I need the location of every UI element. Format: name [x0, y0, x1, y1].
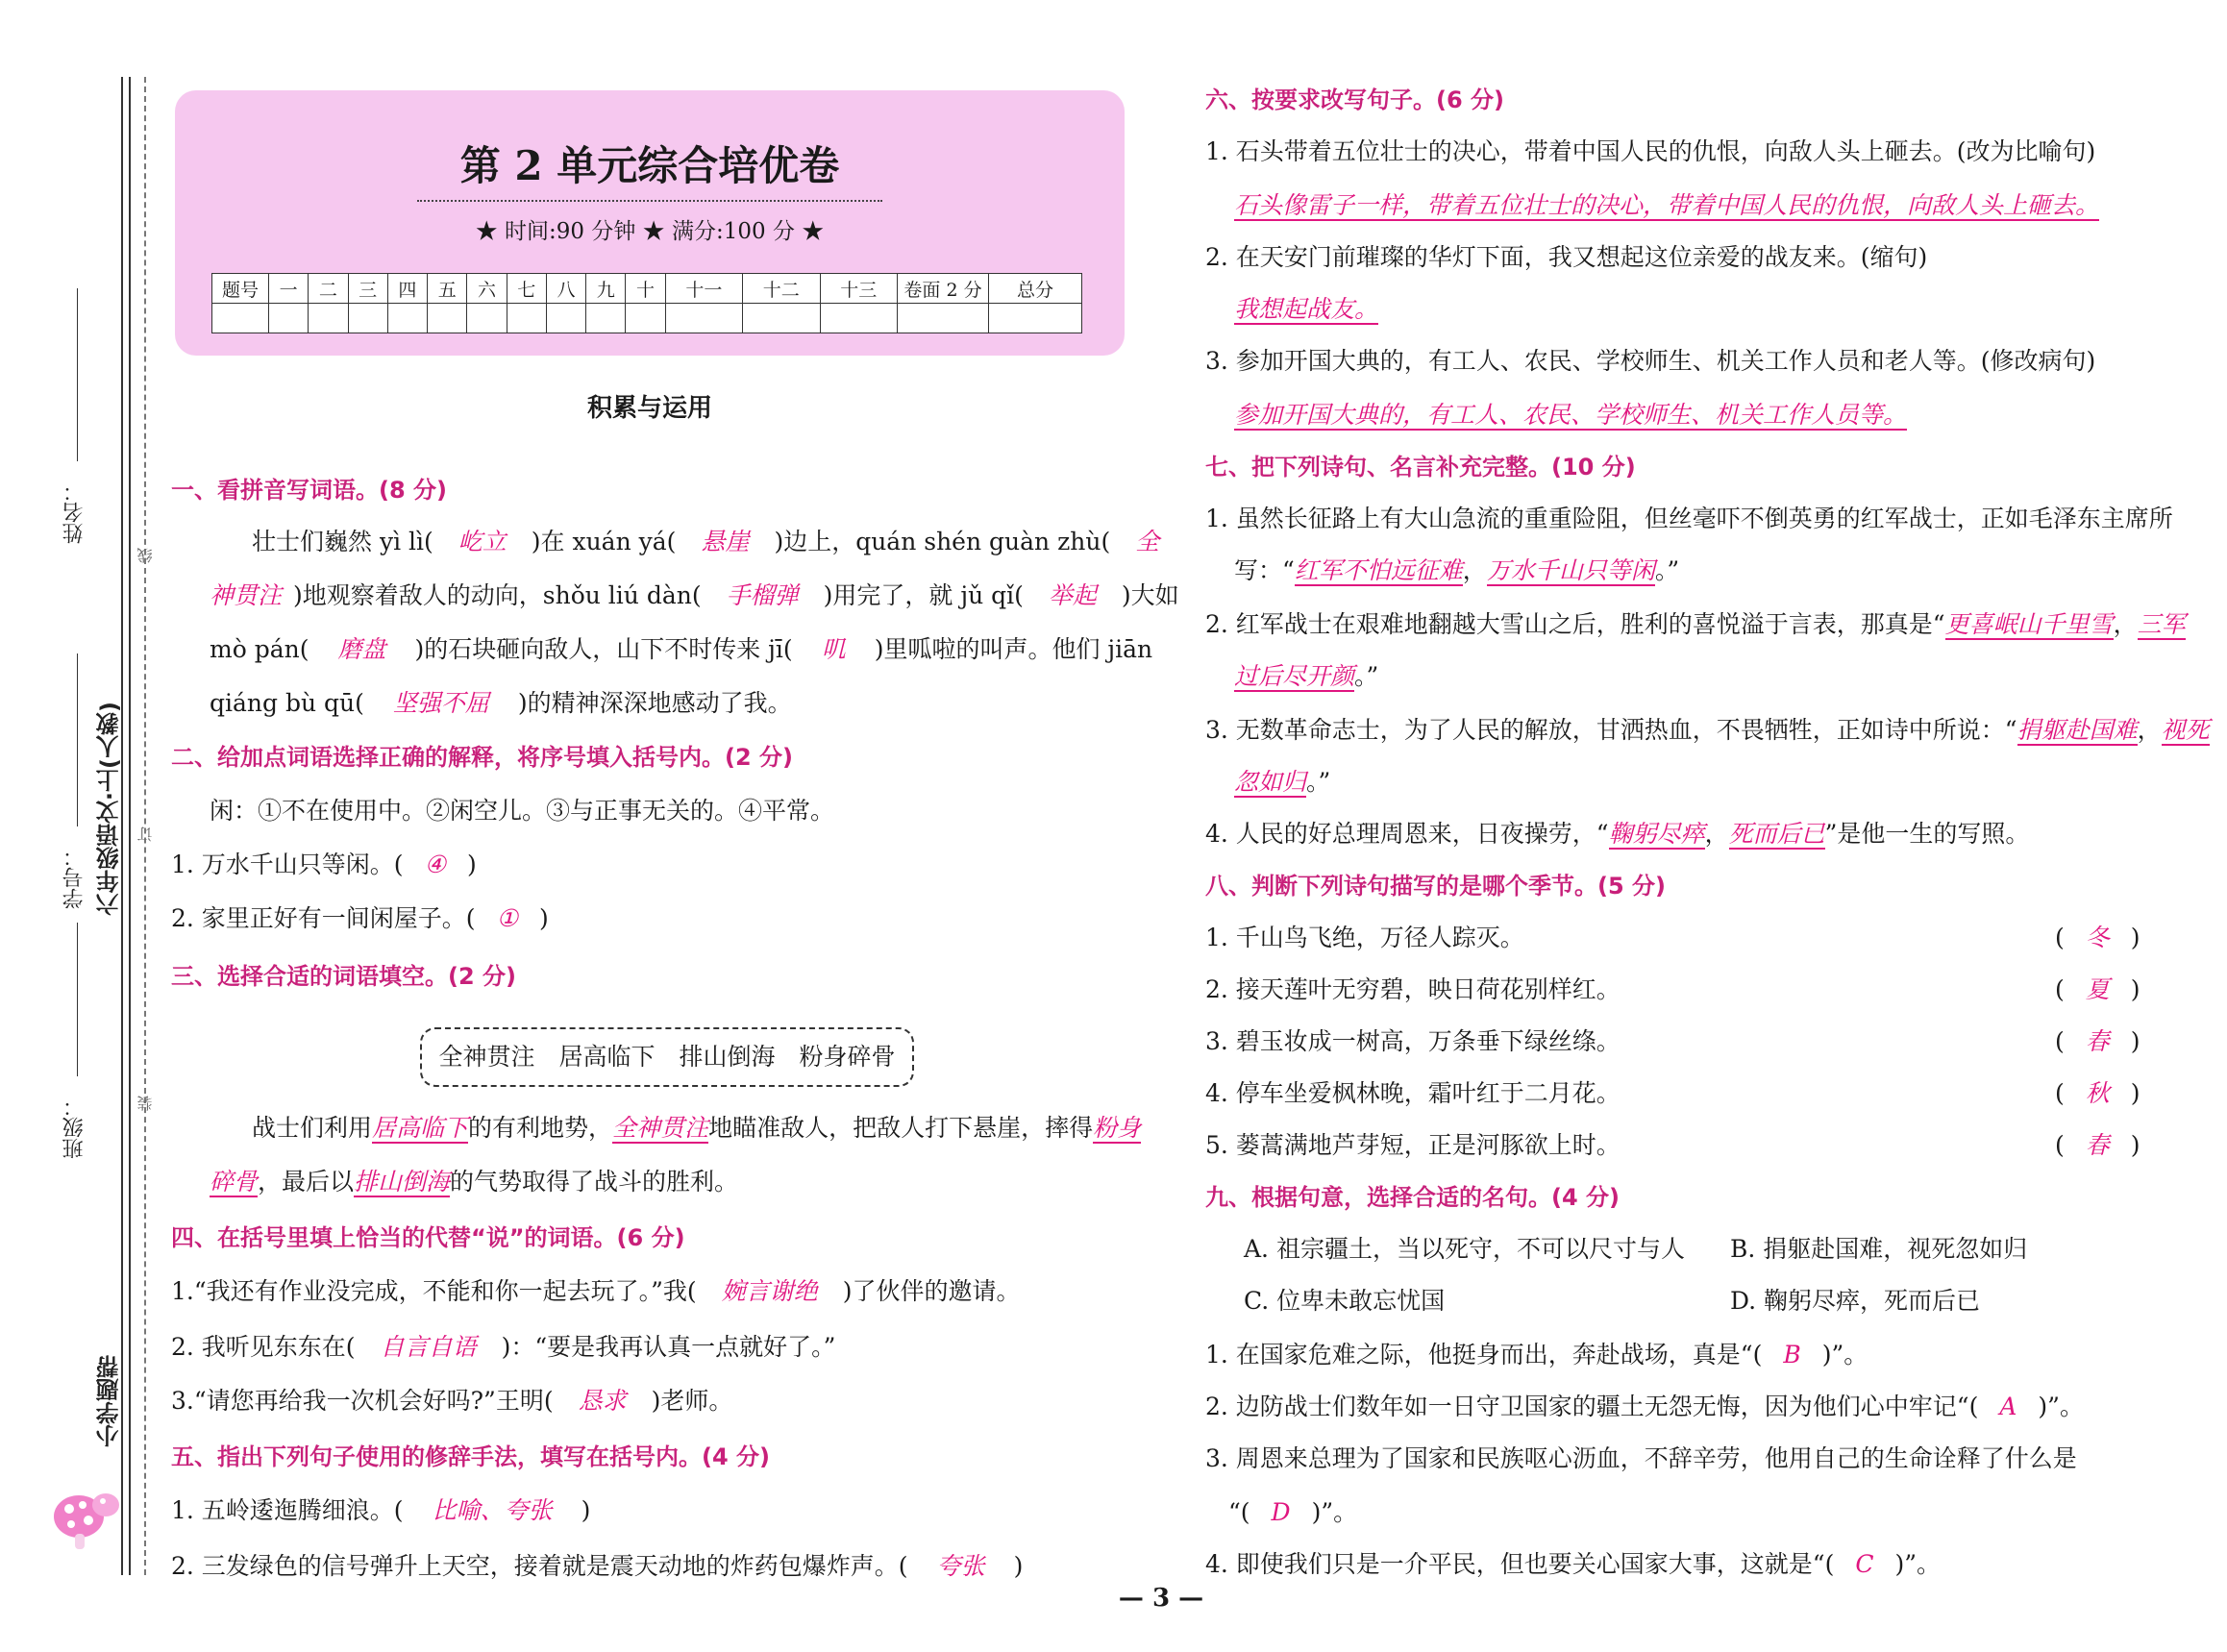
score-col: 十: [626, 274, 665, 304]
score-col: 四: [387, 274, 427, 304]
text: 3.“请您再给我一次机会好吗?”王明(: [171, 1387, 554, 1415]
s3-para-line-1: [252, 1111, 1141, 1146]
answer: 粉身: [1093, 1114, 1142, 1142]
idiom-word-box: 全神贯注 居高临下 排山倒海 粉身碎骨: [420, 1027, 914, 1087]
text: 2. 红军战士在艰难地翻越大雪山之后，胜利的喜悦溢于言表，那真是“: [1205, 610, 1945, 638]
s6-q1: 1. 石头带着五位壮士的决心，带着中国人民的仇恨，向敌人头上砸去。(改为比喻句): [1205, 137, 2096, 165]
section-9-title: 九、根据句意，选择合适的名句。(4 分): [1205, 1184, 1620, 1211]
text: mò pán(: [210, 635, 309, 663]
answer: 碎骨: [210, 1168, 259, 1196]
text: )在 xuán yá(: [531, 528, 677, 555]
s6-a1: [1234, 188, 2099, 223]
part-title: 积累与运用: [586, 394, 712, 423]
answer: 自言自语: [380, 1333, 477, 1361]
answer: ④: [424, 851, 446, 878]
text: 2. 家里正好有一间闲屋子。(: [171, 904, 476, 932]
answer: 恳求: [578, 1387, 627, 1415]
answer: 夸张: [936, 1552, 985, 1580]
answer: 婉言谢绝: [721, 1277, 818, 1305]
page-title: 第 2 单元综合培优卷: [459, 142, 840, 189]
s9-q1: [1205, 1338, 1868, 1372]
answer: 三军: [2137, 610, 2186, 638]
s8-item-answer: ( 夏 ): [2055, 975, 2140, 1003]
class-label: 班级：: [62, 1096, 87, 1159]
id-label: 学号：: [62, 846, 87, 909]
answer: 排山倒海: [354, 1168, 451, 1196]
text: 。”: [1306, 768, 1331, 796]
text: 的有利地势，: [468, 1114, 613, 1142]
text: )”。: [2038, 1393, 2084, 1420]
answer: 红军不怕远征难: [1294, 556, 1463, 584]
text: 2. 三发绿色的信号弹升上天空，接着就是震天动地的炸药包爆炸声。(: [171, 1552, 908, 1580]
text: qiáng bù qū(: [210, 689, 364, 717]
s2-q2: [171, 901, 549, 936]
answer: A: [1999, 1393, 2017, 1420]
line-mark: 线: [136, 548, 155, 563]
s8-item-answer: ( 冬 ): [2055, 924, 2140, 951]
text: ，最后以: [258, 1168, 355, 1196]
answer: 叽: [821, 635, 846, 663]
section-8-title: 八、判断下列诗句描写的是哪个季节。(5 分): [1205, 873, 1666, 900]
text: 2. 我听见东东在(: [171, 1333, 356, 1361]
s1-line-3: [210, 632, 1152, 667]
text: 战士们利用: [252, 1114, 373, 1142]
score-col: 总分: [989, 274, 1082, 304]
score-blank-row: [212, 304, 1082, 333]
s7-q2-line2: [1234, 659, 1378, 694]
text: ): [1013, 1552, 1024, 1580]
answer: 磨盘: [337, 635, 386, 663]
text: 1.“我还有作业没完成，不能和你一起去玩了。”我(: [171, 1277, 697, 1305]
answer: 手榴弹: [726, 581, 799, 609]
section-6-title: 六、按要求改写句子。(6 分): [1205, 86, 1504, 113]
section-2-title: 二、给加点词语选择正确的解释，将序号填入括号内。(2 分): [171, 744, 793, 771]
score-col: 题号: [212, 274, 269, 304]
answer: B: [1783, 1341, 1801, 1368]
s7-q3-line1: [1205, 713, 2210, 748]
s1-line-2: [210, 579, 1179, 613]
answer: 全: [1135, 528, 1160, 555]
score-header-row: [212, 274, 1082, 304]
text: 地瞄准敌人，把敌人打下悬崖，摔得: [708, 1114, 1094, 1142]
s4-q2: [171, 1330, 835, 1365]
name-blank: [77, 288, 78, 461]
text: )地观察着敌人的动向，shǒu liú dàn(: [293, 581, 702, 609]
text: )”。: [1821, 1341, 1868, 1368]
title-dotted-rule: [417, 200, 882, 202]
s9-q3-line2: [1228, 1495, 1357, 1530]
answer: 春: [2085, 1131, 2110, 1159]
text: )大如: [1121, 581, 1179, 609]
answer: 夏: [2085, 975, 2110, 1003]
text: ): [581, 1496, 591, 1524]
text: 。”: [1654, 556, 1680, 584]
text: )用完了，就 jǔ qǐ(: [823, 581, 1024, 609]
s7-q1-line2: [1234, 554, 1679, 588]
s9-option-c: C. 位卑未敢忘忧国: [1244, 1287, 1446, 1315]
answer: 全神贯注: [612, 1114, 709, 1142]
text: ，: [2137, 716, 2162, 744]
score-col: 一: [269, 274, 309, 304]
answer: ①: [496, 904, 518, 932]
text: 写：“: [1234, 556, 1295, 584]
text: 1. 五岭逶迤腾细浪。(: [171, 1496, 404, 1524]
s4-q3: [171, 1384, 732, 1418]
id-blank: [77, 653, 78, 826]
zhuang-mark: 装: [136, 1096, 155, 1111]
answer: 比喻、夸张: [432, 1496, 553, 1524]
score-col: 六: [467, 274, 507, 304]
score-col: 七: [507, 274, 546, 304]
answer: 秋: [2085, 1079, 2110, 1107]
s6-q3: 3. 参加开国大典的，有工人、农民、学校师生、机关工作人员和老人等。(修改病句): [1205, 347, 2096, 375]
answer: 举起: [1048, 581, 1097, 609]
s6-q2: 2. 在天安门前璀璨的华灯下面，我又想起这位亲爱的战友来。(缩句): [1205, 243, 1928, 271]
s9-q3-line1: 3. 周恩来总理为了国家和民族呕心沥血，不辞辛劳，他用自己的生命诠释了什么是: [1205, 1444, 2077, 1472]
score-col: 五: [428, 274, 467, 304]
s2-q1: [171, 848, 477, 882]
s7-q3-line2: [1234, 765, 1330, 800]
name-label: 姓名：: [62, 481, 87, 544]
s4-q1: [171, 1274, 1020, 1309]
answer: 春: [2085, 1027, 2110, 1055]
text: )的石块砸向敌人，山下不时传来 jī(: [414, 635, 793, 663]
answer: 过后尽开颜: [1234, 662, 1355, 690]
score-col: 十二: [743, 274, 820, 304]
text: ”是他一生的写照。: [1824, 820, 2030, 848]
score-col: 八: [546, 274, 585, 304]
s2-definition: 闲：①不在使用中。②闲空儿。③与正事无关的。④平常。: [210, 797, 835, 825]
answer: 参加开国大典的，有工人、农民、学校师生、机关工作人员等。: [1234, 401, 1908, 429]
text: ，: [2113, 610, 2138, 638]
text: 4. 停车坐爱枫林晚，霜叶红于二月花。: [1205, 1079, 1621, 1107]
text: )：“要是我再认真一点就好了。”: [501, 1333, 836, 1361]
text: )的精神深深地感动了我。: [517, 689, 792, 717]
section-1-title: 一、看拼音写词语。(8 分): [171, 477, 447, 504]
text: )”。: [1311, 1498, 1358, 1526]
s9-option-a: A. 祖宗疆土，当以死守，不可以尺寸与人: [1244, 1235, 1685, 1263]
exam-meta: ★ 时间:90 分钟 ★ 满分:100 分 ★: [475, 219, 825, 244]
s3-para-line-2: [210, 1165, 738, 1199]
score-col: 九: [586, 274, 626, 304]
text: 1. 在国家危难之际，他挺身而出，奔赴战场，真是“(: [1205, 1341, 1763, 1368]
ding-mark: 订: [136, 826, 155, 842]
s8-item-answer: ( 春 ): [2055, 1131, 2140, 1159]
answer: 坚强不屈: [392, 689, 489, 717]
answer: D: [1271, 1498, 1291, 1526]
margin-line-inner: [129, 77, 131, 1575]
text: 的气势取得了战斗的胜利。: [450, 1168, 739, 1196]
s8-item: [1205, 1024, 1621, 1059]
text: )老师。: [651, 1387, 733, 1415]
score-col: 三: [348, 274, 387, 304]
s8-item: [1205, 1128, 1621, 1163]
s9-q2: [1205, 1390, 2084, 1424]
answer: 更喜岷山千里雪: [1944, 610, 2114, 638]
text: 2. 接天莲叶无穷碧，映日荷花别样红。: [1205, 975, 1621, 1003]
s8-item: [1205, 921, 1524, 955]
text: ): [466, 851, 477, 878]
s9-q4: [1205, 1547, 1941, 1582]
text: ): [538, 904, 549, 932]
s6-a2: [1234, 292, 1378, 327]
text: 3. 无数革命志士，为了人民的解放，甘洒热血，不畏牺牲，正如诗中所说：“: [1205, 716, 2017, 744]
answer: 万水千山只等闲: [1486, 556, 1655, 584]
text: 4. 人民的好总理周恩来，日夜操劳，“: [1205, 820, 1609, 848]
score-table: [211, 273, 1082, 333]
s8-item-answer: ( 秋 ): [2055, 1079, 2140, 1107]
s9-option-b: B. 捐躯赴国难，视死忽如归: [1730, 1235, 2028, 1263]
s9-option-d: D. 鞠躬尽瘁，死而后已: [1730, 1287, 1981, 1315]
text: 4. 即使我们只是一介平民，但也要关心国家大事，这就是“(: [1205, 1550, 1835, 1578]
answer: 鞠躬尽瘁: [1608, 820, 1705, 848]
answer: 视死: [2161, 716, 2210, 744]
class-blank: [77, 923, 78, 1076]
answer: 死而后已: [1728, 820, 1825, 848]
answer: 忽如归: [1234, 768, 1307, 796]
answer: 石头像雷子一样，带着五位壮士的决心，带着中国人民的仇恨，向敌人头上砸去。: [1234, 191, 2100, 219]
s8-item-answer: ( 春 ): [2055, 1027, 2140, 1055]
section-7-title: 七、把下列诗句、名言补充完整。(10 分): [1205, 454, 1636, 481]
s8-item: [1205, 973, 1621, 1007]
text: ，: [1462, 556, 1487, 584]
answer: 居高临下: [372, 1114, 469, 1142]
text: 1. 千山鸟飞绝，万径人踪灭。: [1205, 924, 1524, 951]
text: “(: [1228, 1498, 1250, 1526]
text: 3. 碧玉妆成一树高，万条垂下绿丝绦。: [1205, 1027, 1621, 1055]
s6-a3: [1234, 398, 1907, 432]
brand-label: 小学题帮: [96, 1355, 123, 1447]
s1-line-4: [210, 686, 792, 721]
s1-line-1: [252, 525, 1159, 559]
s5-q2: [171, 1549, 1023, 1584]
text: )里呱啦的叫声。他们 jiān: [874, 635, 1153, 663]
text: 。”: [1354, 662, 1379, 690]
answer: 神贯注: [210, 581, 283, 609]
s7-q4: [1205, 817, 2029, 851]
text: 5. 蒌蒿满地芦芽短，正是河豚欲上时。: [1205, 1131, 1621, 1159]
answer: C: [1855, 1550, 1874, 1578]
section-4-title: 四、在括号里填上恰当的代替“说”的词语。(6 分): [171, 1224, 685, 1251]
grade-label: 六年级语文·上(人教): [96, 702, 123, 917]
score-col: 十三: [820, 274, 897, 304]
page-number: — 3 —: [1118, 1584, 1204, 1613]
mushroom-logo-icon: [50, 1480, 127, 1557]
text: )边上，quán shén guàn zhù(: [774, 528, 1111, 555]
answer: 捐躯赴国难: [2017, 716, 2138, 744]
text: 1. 万水千山只等闲。(: [171, 851, 404, 878]
score-col: 二: [309, 274, 348, 304]
text: )”。: [1894, 1550, 1942, 1578]
answer: 冬: [2085, 924, 2110, 951]
s8-item: [1205, 1076, 1621, 1111]
text: )了伙伴的邀请。: [842, 1277, 1021, 1305]
section-5-title: 五、指出下列句子使用的修辞手法，填写在括号内。(4 分): [171, 1443, 770, 1470]
s5-q1: [171, 1493, 590, 1528]
s7-q1-line1: 1. 虽然长征路上有大山急流的重重险阻，但丝毫吓不倒英勇的红军战士，正如毛泽东主席所: [1205, 505, 2173, 532]
text: 壮士们巍然 yì lì(: [252, 528, 433, 555]
text: ，: [1704, 820, 1729, 848]
score-col: 卷面 2 分: [898, 274, 989, 304]
answer: 我想起战友。: [1234, 295, 1379, 323]
answer: 悬崖: [701, 528, 750, 555]
score-col: 十一: [665, 274, 742, 304]
s7-q2-line1: [1205, 607, 2186, 642]
section-3-title: 三、选择合适的词语填空。(2 分): [171, 963, 516, 990]
text: 2. 边防战士们数年如一日守卫国家的疆土无怨无悔，因为他们心中牢记“(: [1205, 1393, 1979, 1420]
answer: 屹立: [458, 528, 507, 555]
